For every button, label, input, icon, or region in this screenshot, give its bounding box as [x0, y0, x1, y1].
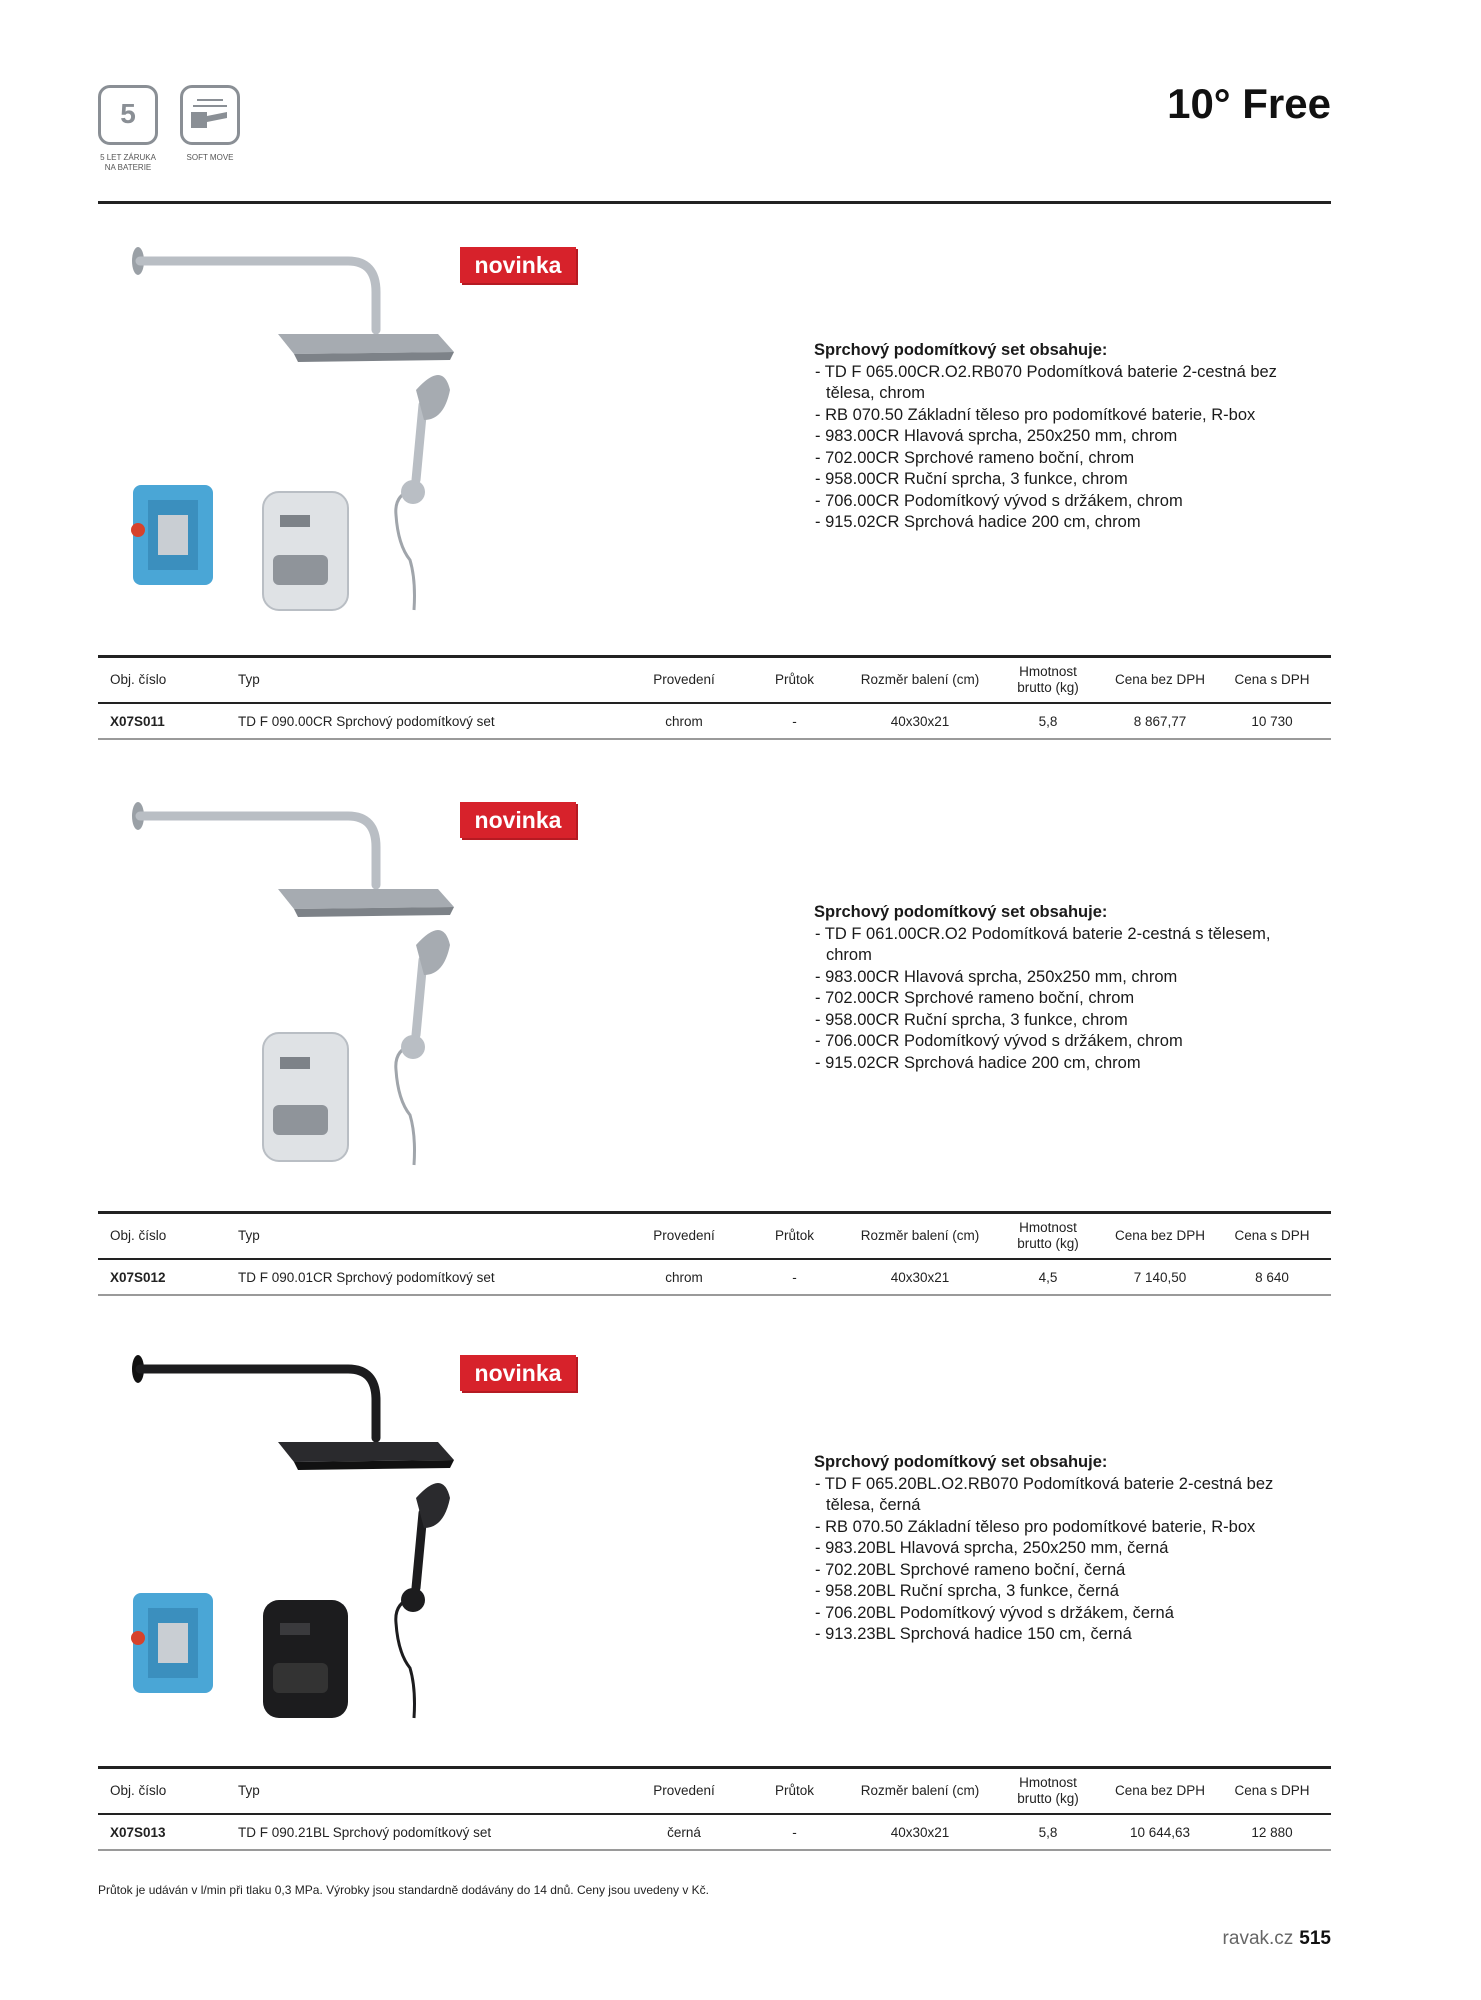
set-contents-item: - TD F 065.00CR.O2.RB070 Podomítková baterie 2-cestná bez tělesa, chrom	[815, 362, 1277, 402]
set-contents-item: - 702.00CR Sprchové rameno boční, chrom	[815, 448, 1135, 467]
set-contents-item: - 706.00CR Podomítkový vývod s držákem, chrom	[815, 1032, 1183, 1050]
col-cena-bez: Cena bez DPH	[1107, 1213, 1213, 1260]
cell-hmotnost: 5,8	[989, 703, 1107, 739]
cell-cena-s: 10 730	[1213, 703, 1331, 739]
set-contents-item: - TD F 061.00CR.O2 Podomítková baterie 2-cestná s tělesem, chrom	[815, 924, 1271, 964]
set-contents-title: Sprchový podomítkový set obsahuje:	[814, 1453, 1108, 1471]
set-contents-title: Sprchový podomítkový set obsahuje:	[814, 903, 1108, 921]
soft-move-caption: SOFT MOVE	[186, 153, 234, 162]
cell-prutok: -	[738, 1814, 851, 1850]
cell-obj: X07S012	[98, 1259, 234, 1295]
col-provedeni: Provedení	[630, 1213, 738, 1260]
set-contents-item: - RB 070.50 Základní těleso pro podomítkové baterie, R-box	[815, 1517, 1256, 1536]
set-contents-item: - 958.20BL Ruční sprcha, 3 funkce, černá	[815, 1582, 1119, 1600]
cell-prutok: -	[738, 1259, 851, 1295]
col-provedeni: Provedení	[630, 657, 738, 704]
col-provedeni: Provedení	[630, 1768, 738, 1815]
set-contents	[814, 902, 1314, 1074]
col-hmotnost: Hmotnost brutto (kg)	[989, 657, 1107, 704]
col-cena-s: Cena s DPH	[1213, 657, 1331, 704]
set-contents-item: - TD F 065.20BL.O2.RB070 Podomítková baterie 2-cestná bez tělesa, černá	[815, 1474, 1274, 1514]
set-contents-item: - 983.00CR Hlavová sprcha, 250x250 mm, chrom	[815, 967, 1178, 986]
col-obj: Obj. číslo	[98, 1768, 234, 1815]
warranty-number: 5	[120, 98, 136, 129]
col-obj: Obj. číslo	[98, 1213, 234, 1260]
col-typ: Typ	[234, 657, 630, 704]
set-contents-item: - 983.00CR Hlavová sprcha, 250x250 mm, chrom	[815, 427, 1178, 445]
new-badge: novinka	[460, 1355, 576, 1391]
new-badge: novinka	[460, 802, 576, 838]
col-cena-s: Cena s DPH	[1213, 1213, 1331, 1260]
col-typ: Typ	[234, 1213, 630, 1260]
col-cena-s: Cena s DPH	[1213, 1768, 1331, 1815]
page-title: 10° Free	[1167, 80, 1331, 127]
cell-cena-bez: 7 140,50	[1107, 1259, 1213, 1295]
product-image-chrome-with-body	[98, 785, 598, 1185]
cell-hmotnost: 5,8	[989, 1814, 1107, 1850]
product-image-black-with-rbox	[98, 1338, 598, 1738]
product-block-1	[98, 230, 1331, 770]
cell-cena-bez: 10 644,63	[1107, 1814, 1213, 1850]
col-prutok: Průtok	[738, 657, 851, 704]
cell-obj: X07S011	[98, 703, 234, 739]
set-contents-item: - 706.00CR Podomítkový vývod s držákem, chrom	[815, 491, 1183, 510]
spec-table	[98, 1766, 1331, 1851]
set-contents	[814, 1452, 1314, 1646]
warranty-caption: 5 LET ZÁRUKA NA BATERIE	[100, 153, 156, 172]
product-block-3	[98, 1338, 1331, 1878]
cell-typ: TD F 090.01CR Sprchový podomítkový set	[234, 1259, 630, 1295]
col-hmotnost: Hmotnost brutto (kg)	[989, 1768, 1107, 1815]
set-contents-item: - 702.00CR Sprchové rameno boční, chrom	[815, 989, 1135, 1007]
col-rozmer: Rozměr balení (cm)	[851, 657, 989, 704]
cell-obj: X07S013	[98, 1814, 234, 1850]
col-rozmer: Rozměr balení (cm)	[851, 1768, 989, 1815]
set-contents-item: - 913.23BL Sprchová hadice 150 cm, černá	[815, 1625, 1132, 1643]
site-link[interactable]: ravak.cz	[1222, 1928, 1294, 1949]
new-badge: novinka	[460, 247, 576, 283]
cell-prutok: -	[738, 703, 851, 739]
set-contents-item: - 706.20BL Podomítkový vývod s držákem, černá	[815, 1603, 1174, 1622]
col-cena-bez: Cena bez DPH	[1107, 1768, 1213, 1815]
cell-rozmer: 40x30x21	[851, 703, 989, 739]
cell-provedeni: chrom	[630, 703, 738, 739]
col-cena-bez: Cena bez DPH	[1107, 657, 1213, 704]
footnote: Průtok je udáván v l/min při tlaku 0,3 MPa. Výrobky jsou standardně dodávány do 14 dnů. Ceny jsou uvedeny v Kč.	[98, 1883, 710, 1897]
cell-provedeni: černá	[630, 1814, 738, 1850]
cell-hmotnost: 4,5	[989, 1259, 1107, 1295]
table-header-row	[98, 657, 1331, 704]
spec-table	[98, 655, 1331, 740]
table-header-row	[98, 1768, 1331, 1815]
header-divider	[98, 201, 1331, 204]
set-contents-item: - 983.20BL Hlavová sprcha, 250x250 mm, černá	[815, 1539, 1169, 1557]
set-contents	[814, 340, 1314, 534]
table-row	[98, 703, 1331, 739]
warranty-badge	[98, 85, 158, 145]
col-rozmer: Rozměr balení (cm)	[851, 1213, 989, 1260]
spec-table	[98, 1211, 1331, 1296]
cell-cena-bez: 8 867,77	[1107, 703, 1213, 739]
cell-provedeni: chrom	[630, 1259, 738, 1295]
soft-move-icon	[180, 85, 240, 145]
cell-cena-s: 8 640	[1213, 1259, 1331, 1295]
set-contents-item: - 958.00CR Ruční sprcha, 3 funkce, chrom	[815, 470, 1128, 488]
col-typ: Typ	[234, 1768, 630, 1815]
page-number: 515	[1299, 1928, 1331, 1949]
page-footer	[1223, 1928, 1331, 1950]
set-contents-item: - RB 070.50 Základní těleso pro podomítkové baterie, R-box	[815, 405, 1256, 424]
product-block-2	[98, 785, 1331, 1325]
cell-typ: TD F 090.21BL Sprchový podomítkový set	[234, 1814, 630, 1850]
col-prutok: Průtok	[738, 1213, 851, 1260]
table-row	[98, 1814, 1331, 1850]
table-header-row	[98, 1213, 1331, 1260]
set-contents-item: - 702.20BL Sprchové rameno boční, černá	[815, 1560, 1126, 1579]
col-prutok: Průtok	[738, 1768, 851, 1815]
table-row	[98, 1259, 1331, 1295]
cell-typ: TD F 090.00CR Sprchový podomítkový set	[234, 703, 630, 739]
col-hmotnost: Hmotnost brutto (kg)	[989, 1213, 1107, 1260]
set-contents-item: - 958.00CR Ruční sprcha, 3 funkce, chrom	[815, 1010, 1128, 1029]
set-contents-title: Sprchový podomítkový set obsahuje:	[814, 341, 1108, 359]
set-contents-item: - 915.02CR Sprchová hadice 200 cm, chrom	[815, 1053, 1141, 1072]
col-obj: Obj. číslo	[98, 657, 234, 704]
cell-rozmer: 40x30x21	[851, 1814, 989, 1850]
set-contents-item: - 915.02CR Sprchová hadice 200 cm, chrom	[815, 513, 1141, 531]
cell-cena-s: 12 880	[1213, 1814, 1331, 1850]
product-image-chrome-with-rbox	[98, 230, 598, 630]
cell-rozmer: 40x30x21	[851, 1259, 989, 1295]
